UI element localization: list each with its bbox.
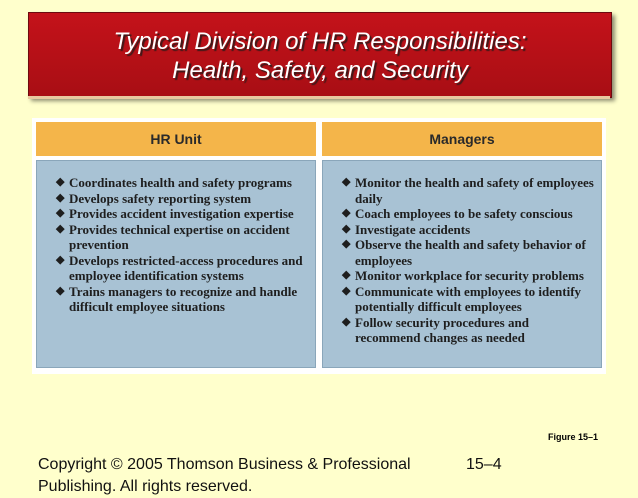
hr-unit-item: ◆ Provides accident investigation expertise <box>56 206 294 221</box>
bullet-icon: ◆ <box>56 207 65 219</box>
bullet-icon: ◆ <box>56 284 65 297</box>
page-number: 15–4 <box>466 456 502 473</box>
hr-unit-item: ◆ Provides technical expertise on accident prevention <box>56 221 290 252</box>
hr-unit-item: ◆ Trains managers to recognize and handle difficult employee situations <box>56 283 298 314</box>
managers-item: ◆ Follow security procedures and recommend changes as needed <box>342 314 529 345</box>
managers-item: ◆ Investigate accidents <box>342 221 471 237</box>
figure-label: Figure 15–1 <box>548 432 599 442</box>
copyright-notice <box>38 454 411 498</box>
bullet-icon: ◆ <box>342 269 351 281</box>
title-line-2: Health, Safety, and Security <box>172 57 468 84</box>
title-line-1: Typical Division of HR Responsibilities: <box>113 28 527 55</box>
hr-unit-item: ◆ Develops safety reporting system <box>56 190 252 206</box>
bullet-icon: ◆ <box>342 238 351 250</box>
bullet-icon: ◆ <box>342 207 351 219</box>
bullet-icon: ◆ <box>342 315 351 328</box>
managers-item: ◆ Coach employees to be safety conscious <box>342 206 573 221</box>
slide-title-banner <box>28 12 612 98</box>
responsibilities-table <box>32 118 606 374</box>
bullet-icon: ◆ <box>342 222 351 235</box>
managers-column <box>322 160 602 368</box>
copyright-line-1: Copyright © 2005 Thomson Business & Professional <box>38 456 411 473</box>
bullet-icon: ◆ <box>56 253 65 266</box>
managers-item: ◆ Communicate with employees to identify potentially difficult employees <box>342 283 582 314</box>
title-underline <box>28 96 610 99</box>
managers-item: ◆ Monitor the health and safety of employees daily <box>342 175 594 206</box>
bullet-icon: ◆ <box>56 222 65 235</box>
bullet-icon: ◆ <box>342 284 351 297</box>
hr-unit-header: HR Unit <box>36 122 316 156</box>
bullet-icon: ◆ <box>56 176 65 188</box>
hr-unit-item: ◆ Develops restricted-access procedures and employee identification systems <box>56 252 303 283</box>
hr-unit-item: ◆ Coordinates health and safety programs <box>56 175 292 190</box>
hr-unit-column <box>36 160 316 368</box>
bullet-icon: ◆ <box>342 176 351 188</box>
bullet-icon: ◆ <box>56 191 65 204</box>
managers-header: Managers <box>322 122 602 156</box>
managers-item: ◆ Monitor workplace for security problems <box>342 268 584 283</box>
copyright-line-2: Publishing. All rights reserved. <box>38 478 253 495</box>
slide-title <box>29 27 611 85</box>
managers-item: ◆ Observe the health and safety behavior of employees <box>342 237 586 268</box>
